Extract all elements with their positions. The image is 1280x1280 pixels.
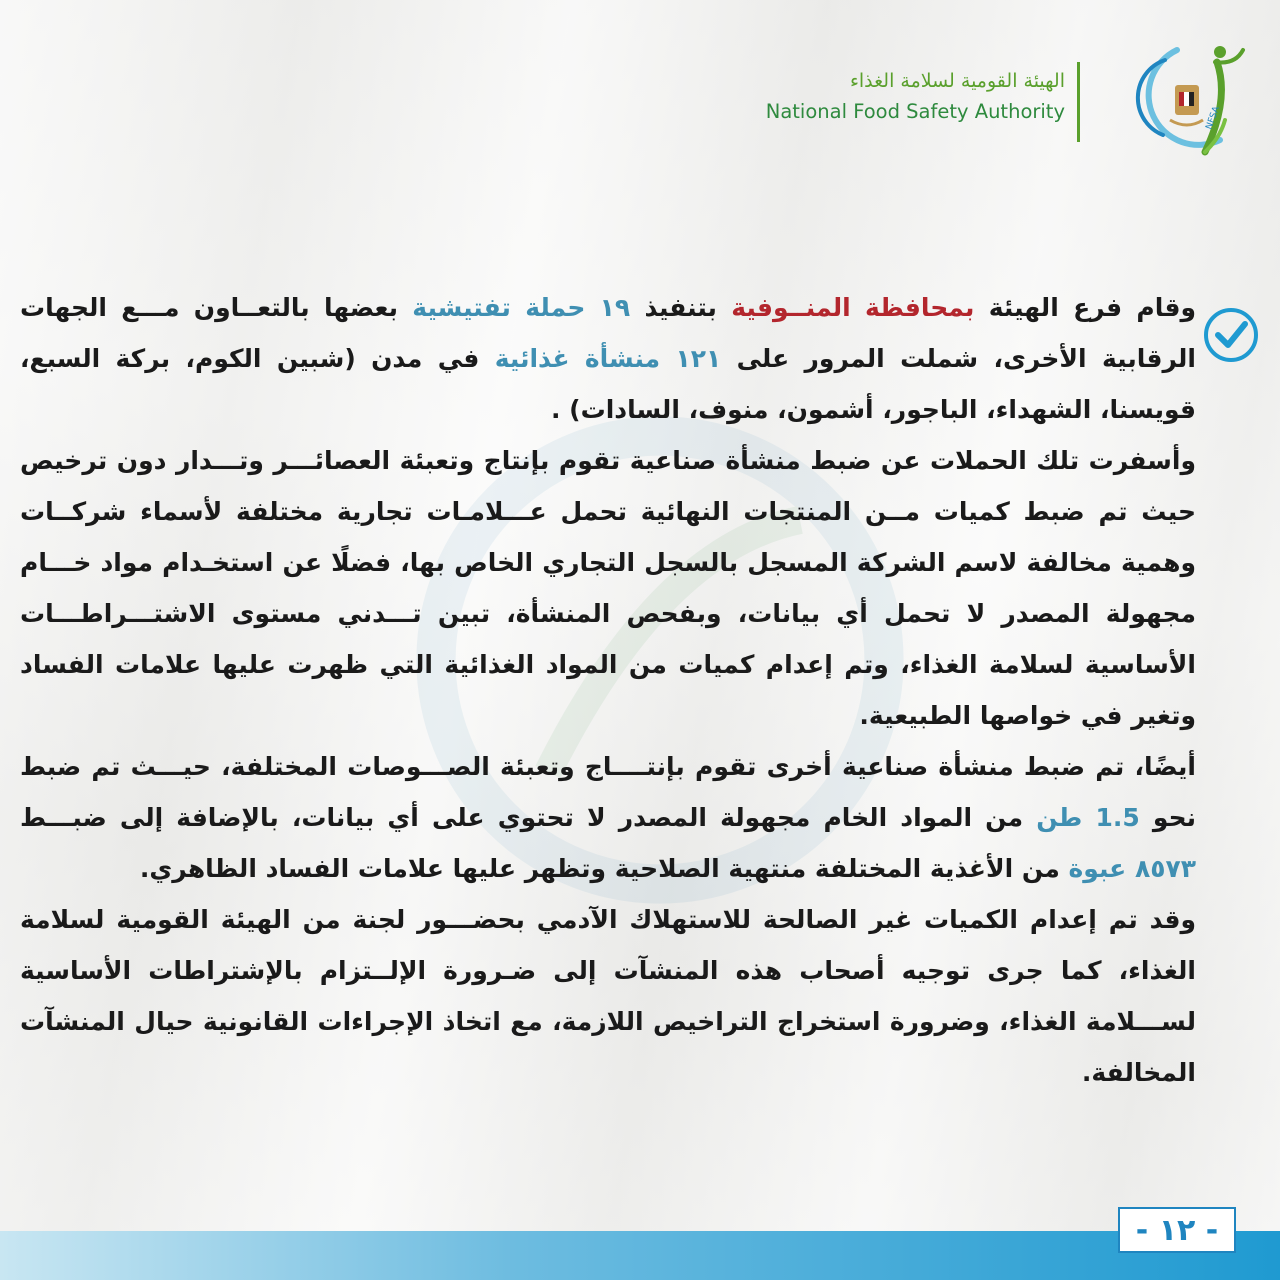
org-name-en: National Food Safety Authority xyxy=(765,100,1065,123)
footer-bar xyxy=(0,1231,1280,1280)
governorate-name: بمحافظة المنــوفية xyxy=(731,293,975,322)
article-body xyxy=(20,282,1196,1098)
facility-count: ١٢١ منشأة غذائية xyxy=(494,344,722,373)
p3-text-3: من المواد الخام مجهولة المصدر لا تحتوي على أي بيانات، بالإضافة إلى ضبـــط xyxy=(20,803,1037,832)
checkmark-circle-icon xyxy=(1202,306,1260,364)
nfsa-emblem-icon xyxy=(1125,40,1250,160)
header-logo xyxy=(765,40,1250,160)
p1-text-5: بعضها بالتعــاون مـــع الجهات الرقابية الأخرى، شملت المرور على xyxy=(20,293,1196,373)
p1-text-1: وقام فرع الهيئة xyxy=(974,293,1197,322)
p3-text-5: من الأغذية المختلفة منتهية الصلاحية وتظهر عليها علامات الفساد الظاهري. xyxy=(139,854,1069,883)
p1-text-3: بتنفيذ xyxy=(630,293,732,322)
paragraph-4: وقد تم إعدام الكميات غير الصالحة للاستهلاك الآدمي بحضـــور لجنة من الهيئة القومية لسلامة الغذاء، كما جرى توجيه أصحاب هذه المنشآت إلى ضـرورة الإلــتزام بالإشتراطات الأساسية لســـلامة الغذاء، وضرورة استخراج التراخيص اللازمة، مع اتخاذ الإجراءات القانونية حيال المنشآت المخالفة. xyxy=(20,905,1196,1087)
page-number: - ١٢ - xyxy=(1118,1207,1236,1253)
package-count: ٨٥٧٣ عبوة xyxy=(1068,854,1196,883)
emblem-text: NFSA xyxy=(1204,105,1222,132)
paragraph-3 xyxy=(20,741,1196,894)
org-name-ar: الهيئة القومية لسلامة الغذاء xyxy=(849,70,1065,92)
p1-text-7: في مدن (شبين الكوم، بركة السبع، قويسنا، الشهداء، الباجور، أشمون، منوف، السادات) . xyxy=(20,344,1196,424)
campaign-count: ١٩ حملة تفتيشية xyxy=(412,293,631,322)
logo-divider xyxy=(1077,62,1080,142)
paragraph-1 xyxy=(20,282,1196,435)
tonnage-value: 1.5 طن xyxy=(1036,803,1140,832)
paragraph-2: وأسفرت تلك الحملات عن ضبط منشأة صناعية تقوم بإنتاج وتعبئة العصائـــر وتـــدار دون ترخيص حيث تم ضبط كميات مــن المنتجات النهائية تحمل عـــلامـات تجارية مختلفة لأسماء شركــات وهمية مخالفة لاسم الشركة المسجل بالسجل التجاري الخاص بها، فضلًا عن استخـدام مواد خـــام مجهولة المصدر لا تحمل أي بيانات، وبفحص المنشأة، تبين تـــدني مستوى الاشتـــراطـــات الأساسية لسلامة الغذاء، وتم إعدام كميات من المواد الغذائية التي ظهرت عليها علامات الفساد وتغير في خواصها الطبيعية. xyxy=(20,446,1196,730)
p3-text-1: أيضًا، تم ضبط منشأة صناعية أخرى تقوم بإنتــــاج وتعبئة الصـــوصات المختلفة، حيـــث تم ضبط نحو xyxy=(20,752,1196,832)
